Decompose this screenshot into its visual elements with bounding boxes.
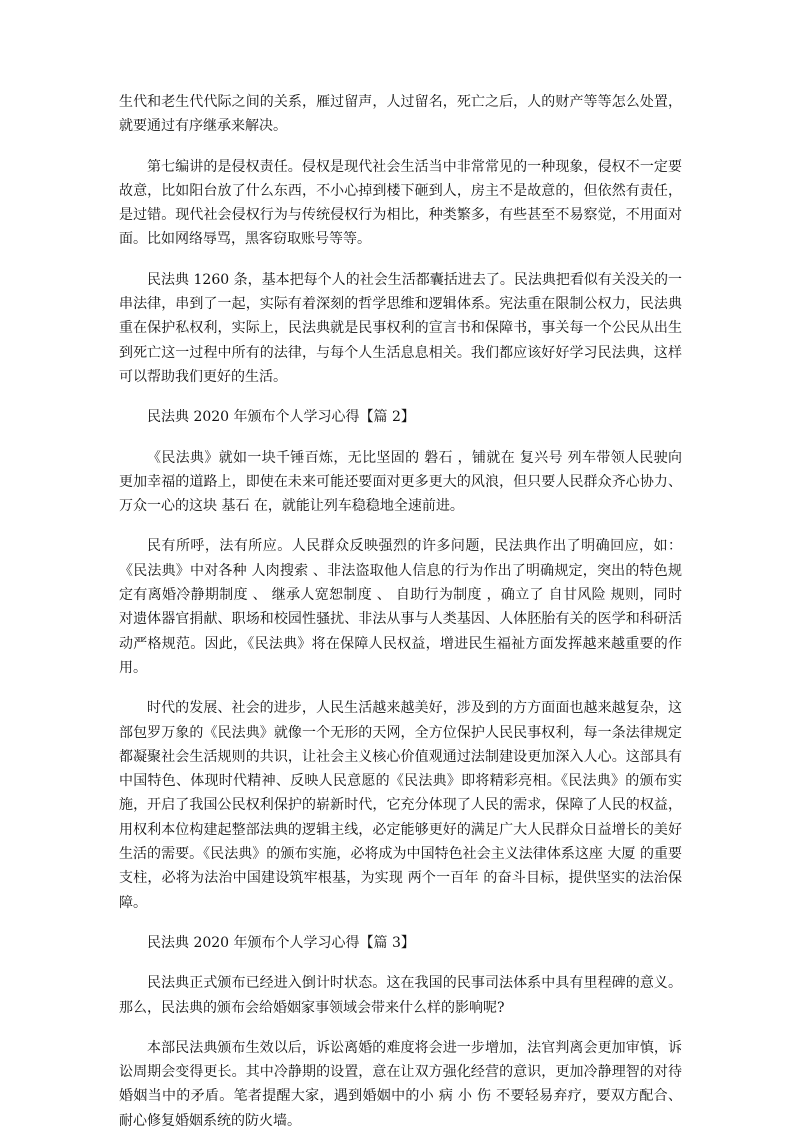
paragraph-countdown: 民法典正式颁布已经进入倒计时状态。这在我国的民事司法体系中具有里程碑的意义。那么，民法典的颁布会给婚姻家事领域会带来什么样的影响呢? [119, 975, 682, 1016]
paragraph-inheritance-continued: 生代和老生代代际之间的关系，雁过留声，人过留名，死亡之后，人的财产等等怎么处置，就要通过有序继承来解决。 [119, 94, 682, 135]
section-heading-part-2: 民法典 2020 年颁布个人学习心得【篇 2】 [147, 409, 415, 426]
section-heading-part-3: 民法典 2020 年颁布个人学习心得【篇 3】 [147, 934, 415, 951]
paragraph-tort-liability: 第七编讲的是侵权责任。侵权是现代社会生活当中非常常见的一种现象，侵权不一定要故意，比如阳台放了什么东西，不小心掉到楼下砸到人，房主不是故意的，但依然有责任，是过错。现代社会侵权行为与传统侵权行为相比，种类繁多，有些甚至不易察觉，不用面对面。比如网络辱骂，黑客窃取账号等等。 [119, 158, 682, 248]
paragraph-bedrock: 《民法典》就如一块千锤百炼，无比坚固的 磐石 ，铺就在 复兴号 列车带领人民驶向更加幸福的道路上，即使在未来可能还要面对更多更大的风浪，但只要人民群众齐心协力、万众一心的这块 基石 在，就能让列车稳稳地全速前进。 [119, 449, 682, 515]
paragraph-people-call: 民有所呼，法有所应。人民群众反映强烈的许多问题，民法典作出了明确回应，如：《民法典》中对各种 人肉搜索 、非法盗取他人信息的行为作出了明确规定，突出的特色规定有离婚冷静期制度 、 继承人宽恕制度 、 自助行为制度 ，确立了 自甘风险 规则，同时对遗体器官捐献、职场和校园性骚扰、非法从事与人类基因、人体胚胎有关的医学和科研活动严格规范。因此，《民法典》将在保障人民权益，增进民生福祉方面发挥越来越重要的作用。 [119, 538, 682, 676]
paragraph-civil-code-1260: 民法典 1260 条，基本把每个人的社会生活都囊括进去了。民法典把看似有关没关的一串法律，串到了一起，实际有着深刻的哲学思维和逻辑体系。宪法重在限制公权力，民法典重在保护私权利，实际上，民法典就是民事权利的宣言书和保障书，事关每一个公民从出生到死亡这一过程中所有的法律，与每个人生活息息相关。我们都应该好好学习民法典，这样可以帮助我们更好的生活。 [119, 271, 682, 385]
paragraph-divorce-cooling: 本部民法典颁布生效以后，诉讼离婚的难度将会进一步增加，法官判离会更加审慎，诉讼周期会变得更长。其中冷静期的设置，意在让双方强化经营的意识，更加冷静理智的对待婚姻当中的矛盾。笔者提醒大家，遇到婚姻中的小 病 小 伤 不要轻易弃疗，要双方配合、耐心修复婚姻系统的防火墙。 [119, 1039, 682, 1129]
paragraph-era-development: 时代的发展、社会的进步，人民生活越来越美好，涉及到的方方面面也越来越复杂，这部包罗万象的《民法典》就像一个无形的天网，全方位保护人民民事权利，每一条法律规定都凝聚社会生活规则的共识，让社会主义核心价值观通过法制建设更加深入人心。这部具有中国特色、体现时代精神、反映人民意愿的《民法典》即将精彩亮相。《民法典》的颁布实施，开启了我国公民权利保护的崭新时代，它充分体现了人民的需求，保障了人民的权益，用权利本位构建起整部法典的逻辑主线，必定能够更好的满足广大人民群众日益增长的美好生活的需要。《民法典》的颁布实施，必将成为中国特色社会主义法律体系这座 大厦 的重要支柱，必将为法治中国建设筑牢根基，为实现 两个一百年 的奋斗目标，提供坚实的法治保障。 [119, 700, 682, 911]
